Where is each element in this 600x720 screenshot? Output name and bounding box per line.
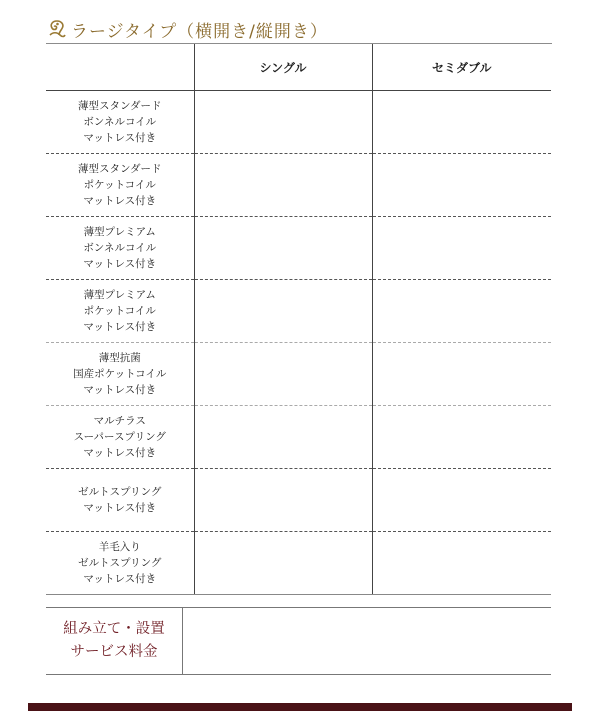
column-header-single: シングル: [194, 44, 372, 91]
row-label: 薄型スタンダード ポケットコイル マットレス付き: [46, 154, 194, 217]
table-row: [46, 343, 551, 406]
assembly-fee-box: [46, 607, 551, 675]
cell-semi-double: [372, 280, 551, 343]
assembly-fee-label: 組み立て・設置 サービス料金: [46, 608, 183, 674]
cell-single: [194, 343, 372, 406]
table-row: [46, 91, 551, 154]
cell-semi-double: [372, 91, 551, 154]
row-label: ゼルトスプリング マットレス付き: [46, 469, 194, 532]
table-row: [46, 406, 551, 469]
cell-single: [194, 532, 372, 595]
table-row: [46, 469, 551, 532]
cell-semi-double: [372, 406, 551, 469]
cell-semi-double: [372, 532, 551, 595]
cell-semi-double: [372, 469, 551, 532]
assembly-fee-value: [183, 608, 551, 674]
column-header-semi-double: セミダブル: [372, 44, 551, 91]
row-label: 薄型スタンダード ボンネルコイル マットレス付き: [46, 91, 194, 154]
cell-semi-double: [372, 343, 551, 406]
row-label: 羊毛入り ゼルトスプリング マットレス付き: [46, 532, 194, 595]
cell-single: [194, 469, 372, 532]
row-label: 薄型プレミアム ポケットコイル マットレス付き: [46, 280, 194, 343]
table-corner: [46, 44, 194, 91]
size-table: [46, 44, 551, 595]
footer-bar: [28, 703, 572, 711]
cell-single: [194, 154, 372, 217]
table-row: [46, 532, 551, 595]
cell-single: [194, 91, 372, 154]
section-title: [47, 14, 328, 44]
table-header-row: [46, 44, 551, 91]
cell-single: [194, 217, 372, 280]
table-row: [46, 217, 551, 280]
row-label: マルチラス スーパースプリング マットレス付き: [46, 406, 194, 469]
cell-semi-double: [372, 217, 551, 280]
row-label: 薄型抗菌 国産ポケットコイル マットレス付き: [46, 343, 194, 406]
table-row: [46, 154, 551, 217]
cell-single: [194, 406, 372, 469]
page-title: ラージタイプ（横開き/縦開き）: [71, 21, 328, 42]
table-row: [46, 280, 551, 343]
row-label: 薄型プレミアム ボンネルコイル マットレス付き: [46, 217, 194, 280]
ornament-icon: [47, 18, 67, 40]
cell-semi-double: [372, 154, 551, 217]
cell-single: [194, 280, 372, 343]
